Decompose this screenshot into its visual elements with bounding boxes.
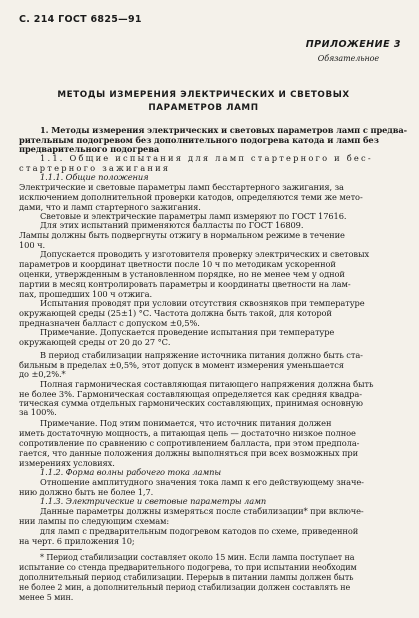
note-line: Примечание. Допускается проведение испытания при температуре xyxy=(40,327,335,337)
paragraph-line: не более 3%. Гармоническая составляющая определяется как средняя квадра- xyxy=(19,389,362,399)
paragraph-line: исключением дополнительной проверки катодов, определяются теми же мето- xyxy=(19,192,363,202)
paragraph-line: Допускается проводить у изготовителя проверку электрических и световых xyxy=(40,249,370,259)
paragraph-line: нии лампы по следующим схемам: xyxy=(19,516,170,526)
paragraph-line: 100 ч. xyxy=(19,240,45,250)
subsection-heading: 1.1.1. Общие положения xyxy=(40,172,149,182)
paragraph-line: Лампы должны быть подвергнуты отжигу в нормальном режиме в течение xyxy=(19,230,345,240)
paragraph-line: Полная гармоническая составляющая питающего напряжения должна быть xyxy=(40,379,374,389)
subsection-heading: 1.1.2. Форма волны рабочего тока лампы xyxy=(40,467,222,477)
footnote-line: дополнительный период стабилизации. Перерыв в питании лампы должен быть xyxy=(19,573,354,582)
appendix-label: ПРИЛОЖЕНИЕ 3 xyxy=(305,39,401,50)
paragraph-line: предназначен балласт с допуском ±0,5%. xyxy=(19,318,200,328)
paragraph-line: Световые и электрические параметры ламп измеряют по ГОСТ 17616. xyxy=(40,211,347,221)
paragraph-line: Электрические и световые параметры ламп бесстартерного зажигания, за xyxy=(19,182,344,192)
paragraph-line: на черт. 6 приложения 10; xyxy=(19,536,135,546)
mandatory-label: Обязательное xyxy=(317,54,379,63)
section-1-heading: предварительного подогрева xyxy=(19,144,160,154)
paragraph-line: партии в месяц контролировать параметры и координаты цветности на лам- xyxy=(19,279,351,289)
paragraph-line: бильным в пределах ±0,5%, этот допуск в момент измерения уменьшается xyxy=(19,360,344,370)
footnote-line: * Период стабилизации составляет около 15 мин. Если лампа поступает на xyxy=(40,553,355,562)
paragraph-line: окружающей среды (25±1) °С. Частота должна быть такой, для которой xyxy=(19,308,332,318)
paragraph-line: Данные параметры должны измеряться после стабилизации* при включе- xyxy=(40,506,364,516)
footnote-divider xyxy=(40,549,82,550)
subsection-heading: стартерного зажигания xyxy=(19,163,171,173)
paragraph-line: нию должно быть не более 1,7. xyxy=(19,487,154,497)
note-line: окружающей среды от 20 до 27 °С. xyxy=(19,337,171,347)
section-1-heading: рительным подогревом без дополнительного подогрева катода и ламп без xyxy=(19,135,379,145)
paragraph-line: за 100%. xyxy=(19,407,57,417)
paragraph-line: В период стабилизации напряжение источника питания должно быть ста- xyxy=(40,350,363,360)
note-line: иметь достаточную мощность, а питающая цепь — достаточно низкое полное xyxy=(19,428,356,438)
document-title-line-2: ПАРАМЕТРОВ ЛАМП xyxy=(148,103,259,113)
note-line: сопротивление по сравнению с сопротивлением балласта, при этом предпола- xyxy=(19,438,360,448)
note-line: измерениях условиях. xyxy=(19,458,115,468)
note-line: гается, что данные положения должны выполняться при всех возможных при xyxy=(19,448,359,458)
footnote-line: испытание со стенда предварительного подогрева, то при испытании необходим xyxy=(19,563,357,572)
paragraph-line: Для этих испытаний применяются балласты по ГОСТ 16809. xyxy=(40,220,304,230)
paragraph-line: тическая сумма отдельных гармонических составляющих, принимая основную xyxy=(19,398,363,408)
paragraph-line: пах, прошедших 100 ч отжига. xyxy=(19,289,153,299)
footnote-line: не более 2 мин, а дополнительный период стабилизации должен составлять не xyxy=(19,583,351,592)
paragraph-line: до ±0,2%.* xyxy=(19,369,66,379)
paragraph-line: оценки, утвержденным в установленном порядке, но не менее чем у одной xyxy=(19,269,345,279)
paragraph-line: Испытания проводят при условии отсутствия сквозняков при температуре xyxy=(40,298,365,308)
note-line: Примечание. Под этим понимается, что источник питания должен xyxy=(40,418,332,428)
paragraph-line: дами, что и ламп стартерного зажигания. xyxy=(19,202,201,212)
footnote-line: менее 5 мин. xyxy=(19,593,74,602)
paragraph-line: параметров и координат цветности после 10 ч по методикам ускоренной xyxy=(19,259,336,269)
subsection-heading: 1.1.3. Электрические и световые параметры ламп xyxy=(40,496,267,506)
document-title-line-1: МЕТОДЫ ИЗМЕРЕНИЯ ЭЛЕКТРИЧЕСКИХ И СВЕТОВЫХ xyxy=(57,90,350,100)
subsection-heading: 1.1. Общие испытания для ламп стартерного и бес- xyxy=(40,153,373,163)
page-reference: С. 214 ГОСТ 6825—91 xyxy=(19,14,142,25)
paragraph-line: Отношение амплитудного значения тока ламп к его действующему значе- xyxy=(40,477,364,487)
paragraph-line: для ламп с предварительным подогревом катодов по схеме, приведенной xyxy=(40,526,359,536)
section-1-heading: 1. Методы измерения электрических и световых параметров ламп с предва- xyxy=(40,125,407,135)
